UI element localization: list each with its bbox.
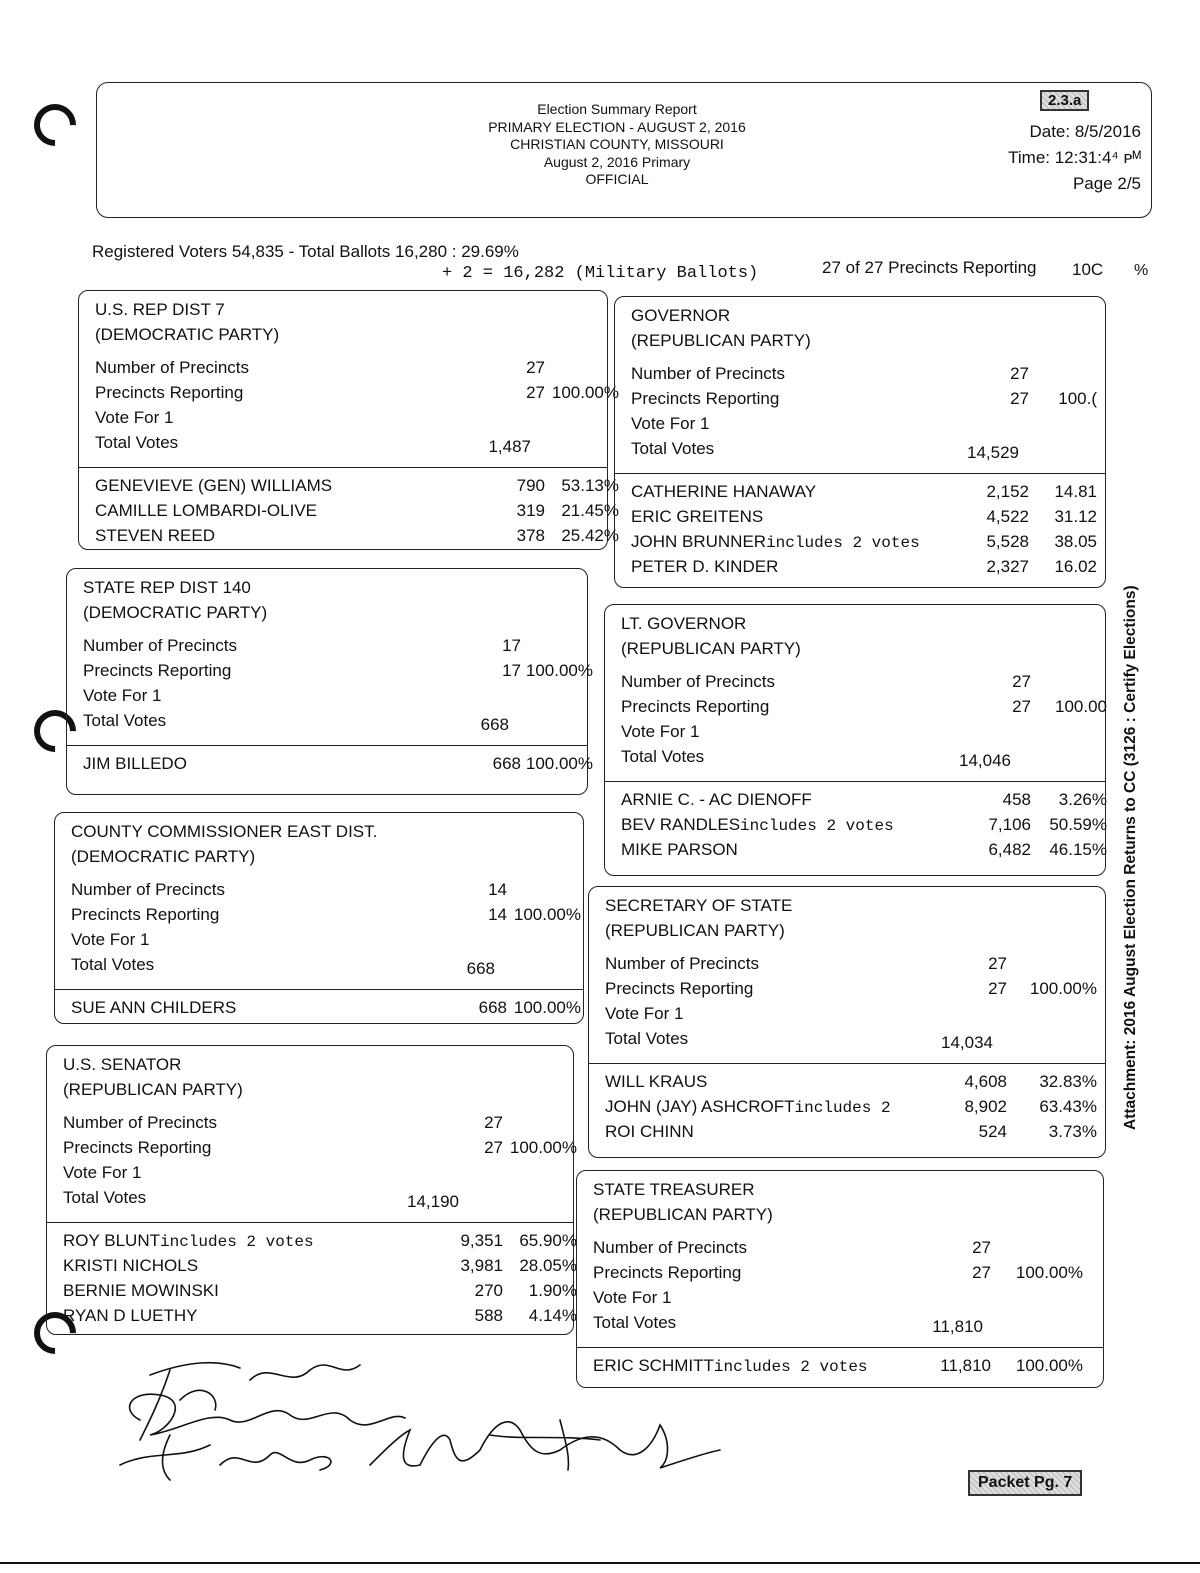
candidate-row <box>621 837 1107 862</box>
total-votes-row <box>621 744 1095 769</box>
results-divider <box>615 473 1105 474</box>
race-box-ltgov <box>604 604 1106 876</box>
vote-for-label: Vote For 1 <box>63 1163 142 1182</box>
candidate-name <box>605 1119 694 1144</box>
candidate-votes: 9,351 <box>460 1231 503 1250</box>
candidate-name <box>621 812 894 839</box>
candidate-percent: 3.73% <box>1048 1122 1097 1141</box>
precincts-reporting-value: 27 <box>988 979 1007 998</box>
race-office: U.S. SENATOR <box>63 1055 182 1074</box>
race-title <box>621 611 801 661</box>
total-votes-value: 11,810 <box>932 1317 983 1336</box>
precincts-reporting-percent: 100.00% <box>1029 979 1097 998</box>
race-title <box>605 893 792 943</box>
candidate-name <box>631 529 920 556</box>
candidate-votes: 458 <box>1002 790 1031 809</box>
candidate-row <box>95 473 619 498</box>
candidate-row <box>71 995 581 1020</box>
candidate-name-text: JOHN (JAY) ASHCROFT <box>605 1097 795 1116</box>
race-office: STATE REP DIST 140 <box>83 578 251 597</box>
candidate-row <box>631 529 1095 554</box>
candidate-name-text: SUE ANN CHILDERS <box>71 998 237 1017</box>
number-of-precincts-label: Number of Precincts <box>631 364 785 383</box>
candidate-percent: 28.05% <box>519 1256 577 1275</box>
candidate-percent: 32.83% <box>1039 1072 1097 1091</box>
candidate-votes: 11,810 <box>940 1356 991 1375</box>
total-votes-row <box>83 708 577 733</box>
precincts-reporting-row <box>83 658 593 683</box>
candidate-name-text: ERIC GREITENS <box>631 507 764 526</box>
race-party: (REPUBLICAN PARTY) <box>605 921 785 940</box>
number-of-precincts-value: 27 <box>526 358 545 377</box>
precincts-reporting-row <box>605 976 1095 1001</box>
candidate-votes: 4,522 <box>986 507 1029 526</box>
candidate-row <box>83 751 593 776</box>
candidate-name <box>63 1303 197 1328</box>
candidate-name-text: STEVEN REED <box>95 526 215 545</box>
total-votes-value: 14,034 <box>941 1033 993 1052</box>
vote-for-label: Vote For 1 <box>605 1004 684 1023</box>
results-divider <box>67 745 587 746</box>
candidate-includes-note: includes 2 votes <box>766 534 920 552</box>
race-party: (REPUBLICAN PARTY) <box>631 331 811 350</box>
total-votes-label: Total Votes <box>593 1313 677 1332</box>
candidate-name-text: WILL KRAUS <box>605 1072 708 1091</box>
candidate-name <box>605 1069 707 1094</box>
race-box-senator <box>46 1045 577 1335</box>
precincts-reporting-label: Precincts Reporting <box>83 661 232 680</box>
number-of-precincts-label: Number of Precincts <box>63 1113 217 1132</box>
candidate-votes: 524 <box>978 1122 1007 1141</box>
candidate-percent: 53.13% <box>561 476 619 495</box>
candidate-name-text: CAMILLE LOMBARDI-OLIVE <box>95 501 318 520</box>
candidate-name-text: ROI CHINN <box>605 1122 694 1141</box>
candidate-name <box>631 554 778 579</box>
candidate-name-text: MIKE PARSON <box>621 840 738 859</box>
results-divider <box>79 467 607 468</box>
precincts-reporting-percent: 100.00 <box>1055 697 1107 716</box>
candidate-name <box>71 995 236 1020</box>
number-of-precincts-value: 27 <box>988 954 1007 973</box>
race-party: (DEMOCRATIC PARTY) <box>83 603 268 622</box>
candidate-name <box>95 498 317 523</box>
race-party: (REPUBLICAN PARTY) <box>621 639 801 658</box>
precincts-reporting-percent: 100.( <box>1058 389 1097 408</box>
candidate-votes: 668 <box>478 998 507 1017</box>
candidate-name <box>63 1253 198 1278</box>
precincts-reporting-label: Precincts Reporting <box>631 389 780 408</box>
candidate-percent: 31.12 <box>1054 507 1097 526</box>
number-of-precincts-label: Number of Precincts <box>95 358 249 377</box>
candidate-row <box>605 1119 1095 1144</box>
race-title <box>95 297 279 347</box>
report-date: Date: 8/5/2016 <box>1029 122 1141 141</box>
candidate-row <box>63 1253 577 1278</box>
total-votes-label: Total Votes <box>621 747 705 766</box>
race-box-staterep <box>66 568 593 795</box>
precincts-reporting-label: Precincts Reporting <box>593 1263 742 1282</box>
number-of-precincts-label: Number of Precincts <box>621 672 775 691</box>
race-box-governor <box>614 296 1106 588</box>
candidate-row <box>621 787 1107 812</box>
attachment-label: Attachment: 2016 August Election Returns to CC (3126 : Certify Elections) <box>1122 585 1139 1130</box>
candidate-percent: 38.05 <box>1054 532 1097 551</box>
primary-name: August 2, 2016 Primary <box>543 153 691 170</box>
candidate-includes-note: includes 2 votes <box>740 817 894 835</box>
results-divider <box>589 1063 1105 1064</box>
number-of-precincts-row <box>63 1110 563 1135</box>
county-name: CHRISTIAN COUNTY, MISSOURI <box>510 136 724 152</box>
candidate-votes: 8,902 <box>964 1097 1007 1116</box>
item-tag: 2.3.a <box>1040 90 1089 111</box>
total-votes-row <box>95 430 597 455</box>
candidate-votes: 6,482 <box>988 840 1031 859</box>
precincts-reporting-value: 27 <box>1010 389 1029 408</box>
precincts-reporting-percent: 100.00% <box>509 1138 577 1157</box>
candidate-row <box>631 479 1095 504</box>
number-of-precincts-value: 27 <box>1012 672 1031 691</box>
total-votes-value: 668 <box>466 959 495 978</box>
candidate-name <box>621 787 812 812</box>
page-number: Page 2/5 <box>1072 174 1141 193</box>
precincts-reporting-label: Precincts Reporting <box>95 383 244 402</box>
candidate-votes: 319 <box>516 501 545 520</box>
candidate-name-text: BEV RANDLES <box>621 815 741 834</box>
number-of-precincts-row <box>621 669 1095 694</box>
candidate-votes: 3,981 <box>460 1256 503 1275</box>
report-title: Election Summary Report <box>537 101 697 117</box>
total-votes-label: Total Votes <box>631 439 715 458</box>
candidate-percent: 65.90% <box>519 1231 577 1250</box>
candidate-percent: 46.15% <box>1049 840 1107 859</box>
number-of-precincts-row <box>605 951 1095 976</box>
election-name: PRIMARY ELECTION - AUGUST 2, 2016 <box>488 118 746 135</box>
vote-for-row <box>95 405 597 430</box>
total-votes-row <box>593 1310 1093 1335</box>
vote-for-row <box>621 719 1095 744</box>
number-of-precincts-value: 27 <box>484 1113 503 1132</box>
race-title <box>71 819 377 869</box>
candidate-row <box>63 1228 577 1253</box>
race-party: (REPUBLICAN PARTY) <box>593 1205 773 1224</box>
candidate-percent: 100.00% <box>513 998 581 1017</box>
number-of-precincts-row <box>593 1235 1093 1260</box>
candidate-row <box>95 523 619 548</box>
candidate-percent: 25.42% <box>561 526 619 545</box>
candidate-includes-note: includes 2 votes <box>160 1233 314 1251</box>
candidate-percent: 3.26% <box>1058 790 1107 809</box>
race-title <box>631 303 811 353</box>
number-of-precincts-row <box>631 361 1095 386</box>
total-votes-value: 14,046 <box>959 751 1011 770</box>
precincts-reporting-row <box>593 1260 1093 1285</box>
candidate-votes: 378 <box>516 526 545 545</box>
signatures <box>100 1340 740 1500</box>
total-votes-value: 668 <box>480 715 509 734</box>
precincts-reporting-value: 27 <box>1012 697 1031 716</box>
vote-for-row <box>63 1160 563 1185</box>
precincts-reporting-summary: 27 of 27 Precincts Reporting <box>822 258 1037 277</box>
race-office: LT. GOVERNOR <box>621 614 747 633</box>
candidate-percent: 100.00% <box>1015 1356 1083 1375</box>
number-of-precincts-value: 14 <box>488 880 507 899</box>
number-of-precincts-row <box>83 633 577 658</box>
candidate-percent: 16.02 <box>1054 557 1097 576</box>
candidate-votes: 2,327 <box>986 557 1029 576</box>
precincts-reporting-value: 14 <box>488 905 507 924</box>
header-title-block <box>417 101 817 189</box>
precincts-reporting-row <box>631 386 1095 411</box>
number-of-precincts-row <box>95 355 597 380</box>
race-office: GOVERNOR <box>631 306 731 325</box>
total-votes-value: 1,487 <box>488 437 531 456</box>
vote-for-label: Vote For 1 <box>71 930 150 949</box>
precincts-reporting-row <box>71 902 581 927</box>
candidate-row <box>63 1303 577 1328</box>
candidate-row <box>631 504 1095 529</box>
total-votes-label: Total Votes <box>63 1188 147 1207</box>
military-ballots: + 2 = 16,282 (Military Ballots) <box>442 264 759 283</box>
candidate-name <box>63 1228 314 1255</box>
total-votes-value: 14,190 <box>407 1192 459 1211</box>
candidate-includes-note: includes 2 votes <box>713 1358 868 1376</box>
registered-voters: Registered Voters 54,835 - Total Ballots 16,280 : 29.69% <box>92 242 519 261</box>
number-of-precincts-row <box>71 877 573 902</box>
candidate-name-text: PETER D. KINDER <box>631 557 779 576</box>
precincts-reporting-percent: 100.00% <box>525 661 593 680</box>
race-box-commissioner <box>54 812 584 1024</box>
punch-hole-top <box>25 95 84 154</box>
candidate-name <box>83 751 187 776</box>
total-votes-label: Total Votes <box>95 433 179 452</box>
precincts-reporting-percent: 10C <box>1072 260 1104 279</box>
candidate-votes: 7,106 <box>988 815 1031 834</box>
candidate-percent: 100.00% <box>525 754 593 773</box>
total-votes-value: 14,529 <box>967 443 1019 462</box>
race-party: (REPUBLICAN PARTY) <box>63 1080 243 1099</box>
candidate-votes: 4,608 <box>964 1072 1007 1091</box>
race-office: U.S. REP DIST 7 <box>95 300 225 319</box>
candidate-name-text: GENEVIEVE (GEN) WILLIAMS <box>95 476 333 495</box>
candidate-name-text: JIM BILLEDO <box>83 754 187 773</box>
candidate-votes: 2,152 <box>986 482 1029 501</box>
bottom-rule <box>0 1562 1200 1564</box>
candidate-name-text: ERIC SCHMITT <box>593 1356 714 1375</box>
candidate-row <box>631 554 1095 579</box>
candidate-name-text: RYAN D LUETHY <box>63 1306 198 1325</box>
candidate-percent: 63.43% <box>1039 1097 1097 1116</box>
vote-for-row <box>605 1001 1095 1026</box>
total-votes-label: Total Votes <box>83 711 167 730</box>
race-office: STATE TREASURER <box>593 1180 755 1199</box>
race-office: COUNTY COMMISSIONER EAST DIST. <box>71 822 378 841</box>
vote-for-label: Vote For 1 <box>593 1288 672 1307</box>
precincts-reporting-label: Precincts Reporting <box>605 979 754 998</box>
precincts-reporting-row <box>621 694 1107 719</box>
race-title <box>593 1177 773 1227</box>
candidate-name-text: ROY BLUNT <box>63 1231 160 1250</box>
results-divider <box>47 1222 573 1223</box>
candidate-votes: 270 <box>474 1281 503 1300</box>
race-box-sos <box>588 886 1106 1158</box>
results-divider <box>55 989 583 990</box>
precincts-reporting-row <box>63 1135 577 1160</box>
candidate-votes: 668 <box>492 754 521 773</box>
race-title <box>83 575 267 625</box>
results-divider <box>605 781 1105 782</box>
candidate-votes: 5,528 <box>986 532 1029 551</box>
precincts-reporting-value: 17 <box>502 661 521 680</box>
race-box-usrep <box>78 290 619 550</box>
race-title <box>63 1052 243 1102</box>
candidate-includes-note: includes 2 <box>794 1099 891 1117</box>
precincts-reporting-percent: 100.00% <box>551 383 619 402</box>
total-votes-label: Total Votes <box>605 1029 689 1048</box>
precincts-reporting-label: Precincts Reporting <box>71 905 220 924</box>
official-label: OFFICIAL <box>585 171 649 187</box>
vote-for-row <box>83 683 577 708</box>
candidate-votes: 790 <box>516 476 545 495</box>
precincts-reporting-value: 27 <box>484 1138 503 1157</box>
candidate-row <box>605 1094 1095 1119</box>
vote-for-label: Vote For 1 <box>95 408 174 427</box>
number-of-precincts-label: Number of Precincts <box>71 880 225 899</box>
vote-for-label: Vote For 1 <box>83 686 162 705</box>
candidate-row <box>63 1278 577 1303</box>
vote-for-label: Vote For 1 <box>621 722 700 741</box>
candidate-name-text: KRISTI NICHOLS <box>63 1256 199 1275</box>
candidate-votes: 588 <box>474 1306 503 1325</box>
report-time: Time: 12:31:4⁴ ᴘᴹ <box>1008 148 1141 167</box>
precincts-reporting-label: Precincts Reporting <box>63 1138 212 1157</box>
candidate-percent: 1.90% <box>528 1281 577 1300</box>
candidate-name <box>95 523 215 548</box>
number-of-precincts-value: 27 <box>972 1238 991 1257</box>
vote-for-row <box>71 927 573 952</box>
race-party: (DEMOCRATIC PARTY) <box>71 847 256 866</box>
number-of-precincts-label: Number of Precincts <box>593 1238 747 1257</box>
report-header <box>96 82 1152 218</box>
candidate-name <box>631 504 763 529</box>
total-votes-row <box>71 952 573 977</box>
precincts-reporting-label: Precincts Reporting <box>621 697 770 716</box>
candidate-name <box>605 1094 891 1121</box>
candidate-percent: 21.45% <box>561 501 619 520</box>
precincts-reporting-percent: 100.00% <box>513 905 581 924</box>
candidate-percent: 50.59% <box>1049 815 1107 834</box>
candidate-row <box>621 812 1107 837</box>
header-meta <box>1008 119 1141 197</box>
race-office: SECRETARY OF STATE <box>605 896 793 915</box>
percent-sign: % <box>1134 262 1149 279</box>
number-of-precincts-value: 17 <box>502 636 521 655</box>
number-of-precincts-label: Number of Precincts <box>83 636 237 655</box>
precincts-reporting-value: 27 <box>972 1263 991 1282</box>
number-of-precincts-label: Number of Precincts <box>605 954 759 973</box>
precincts-reporting-row <box>95 380 619 405</box>
total-votes-row <box>631 436 1095 461</box>
vote-for-row <box>631 411 1095 436</box>
precincts-reporting-value: 27 <box>526 383 545 402</box>
candidate-name <box>95 473 332 498</box>
total-votes-label: Total Votes <box>71 955 155 974</box>
candidate-name <box>621 837 738 862</box>
total-votes-row <box>605 1026 1095 1051</box>
candidate-name-text: CATHERINE HANAWAY <box>631 482 817 501</box>
vote-for-row <box>593 1285 1093 1310</box>
candidate-name <box>631 479 816 504</box>
candidate-name-text: BERNIE MOWINSKI <box>63 1281 219 1300</box>
candidate-name-text: ARNIE C. - AC DIENOFF <box>621 790 812 809</box>
packet-page-tag: Packet Pg. 7 <box>968 1470 1082 1496</box>
candidate-row <box>605 1069 1095 1094</box>
precincts-reporting-percent: 100.00% <box>1015 1263 1083 1282</box>
candidate-percent: 4.14% <box>528 1306 577 1325</box>
race-party: (DEMOCRATIC PARTY) <box>95 325 280 344</box>
candidate-row <box>95 498 619 523</box>
vote-for-label: Vote For 1 <box>631 414 710 433</box>
candidate-name-text: JOHN BRUNNER <box>631 532 767 551</box>
total-votes-row <box>63 1185 563 1210</box>
candidate-name <box>63 1278 219 1303</box>
number-of-precincts-value: 27 <box>1010 364 1029 383</box>
candidate-percent: 14.81 <box>1054 482 1097 501</box>
